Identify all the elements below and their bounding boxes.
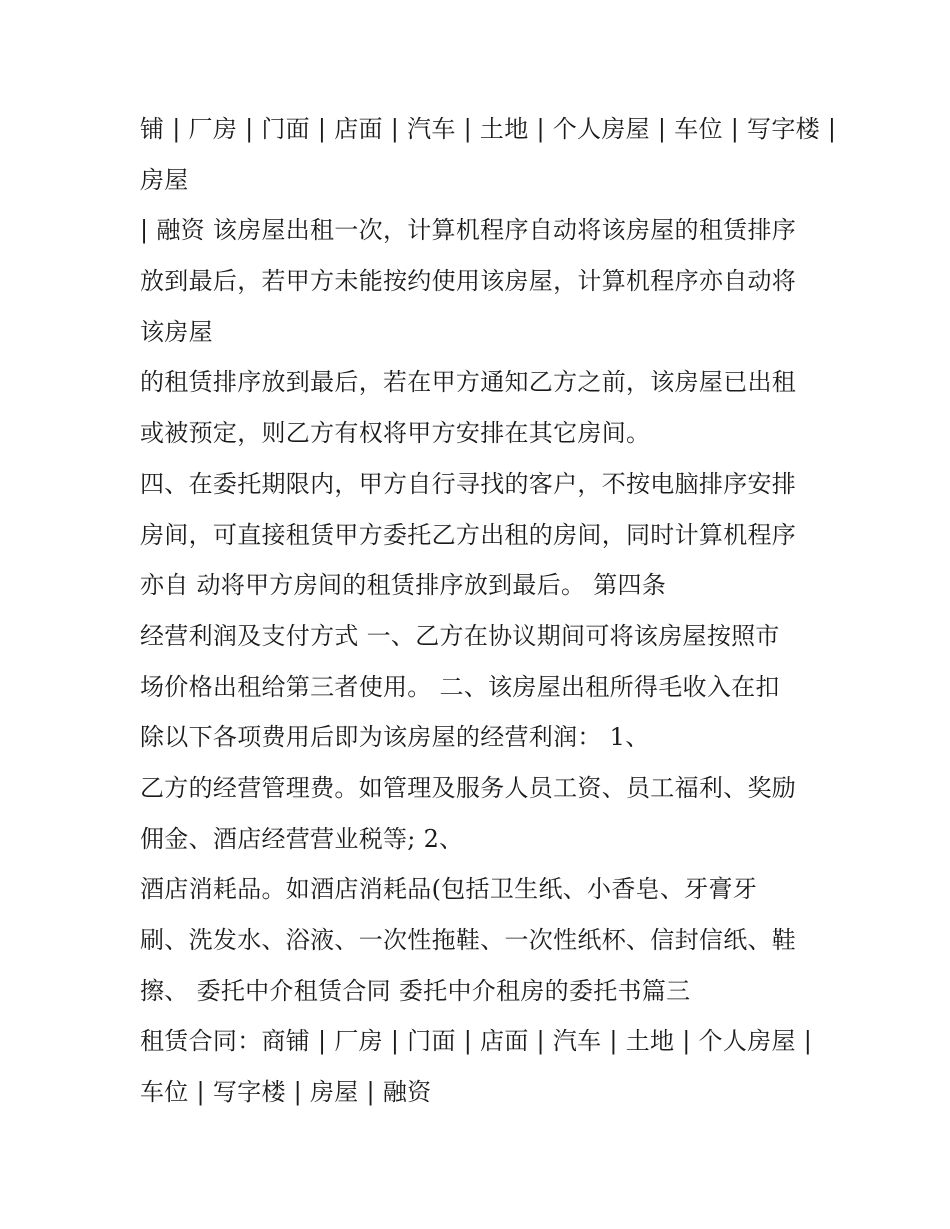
text-line: 酒店消耗品。如酒店消耗品(包括卫生纸、小香皂、牙膏牙 bbox=[140, 875, 758, 904]
text-line: 放到最后，若甲方未能按约使用该房屋，计算机程序亦自动将 bbox=[140, 267, 797, 296]
document-body bbox=[140, 104, 837, 1118]
text-line: 房屋 bbox=[140, 165, 189, 194]
text-line: 车位 | 写字楼 | 房屋 | 融资 bbox=[140, 1078, 432, 1107]
text-line: 擦、 委托中介租赁合同 委托中介租房的委托书篇三 bbox=[140, 976, 691, 1005]
text-line: 租赁合同：商铺 | 厂房 | 门面 | 店面 | 汽车 | 土地 | 个人房屋 | bbox=[140, 1027, 813, 1056]
text-line: | 融资 该房屋出租一次，计算机程序自动将该房屋的租赁排序 bbox=[140, 216, 797, 245]
text-line: 四、在委托期限内，甲方自行寻找的客户，不按电脑排序安排 bbox=[140, 469, 797, 498]
text-line: 该房屋 bbox=[140, 317, 213, 346]
text-line: 房间，可直接租赁甲方委托乙方出租的房间，同时计算机程序 bbox=[140, 520, 797, 549]
text-line: 或被预定，则乙方有权将甲方安排在其它房间。 bbox=[140, 419, 651, 448]
text-line: 乙方的经营管理费。如管理及服务人员工资、员工福利、奖励 bbox=[140, 773, 797, 802]
text-line: 佣金、酒店经营营业税等; 2、 bbox=[140, 824, 464, 853]
text-line: 场价格出租给第三者使用。 二、该房屋出租所得毛收入在扣 bbox=[140, 672, 780, 701]
text-line: 的租赁排序放到最后，若在甲方通知乙方之前，该房屋已出租 bbox=[140, 368, 797, 397]
text-line: 亦自 动将甲方房间的租赁排序放到最后。 第四条 bbox=[140, 571, 667, 600]
text-line: 除以下各项费用后即为该房屋的经营利润： 1、 bbox=[140, 723, 650, 752]
text-line: 刷、洗发水、浴液、一次性拖鞋、一次性纸杯、信封信纸、鞋 bbox=[140, 926, 797, 954]
text-line: 铺 | 厂房 | 门面 | 店面 | 汽车 | 土地 | 个人房屋 | 车位 | 写字楼 | bbox=[140, 115, 837, 143]
text-line: 经营利润及支付方式 一、乙方在协议期间可将该房屋按照市 bbox=[140, 621, 780, 650]
